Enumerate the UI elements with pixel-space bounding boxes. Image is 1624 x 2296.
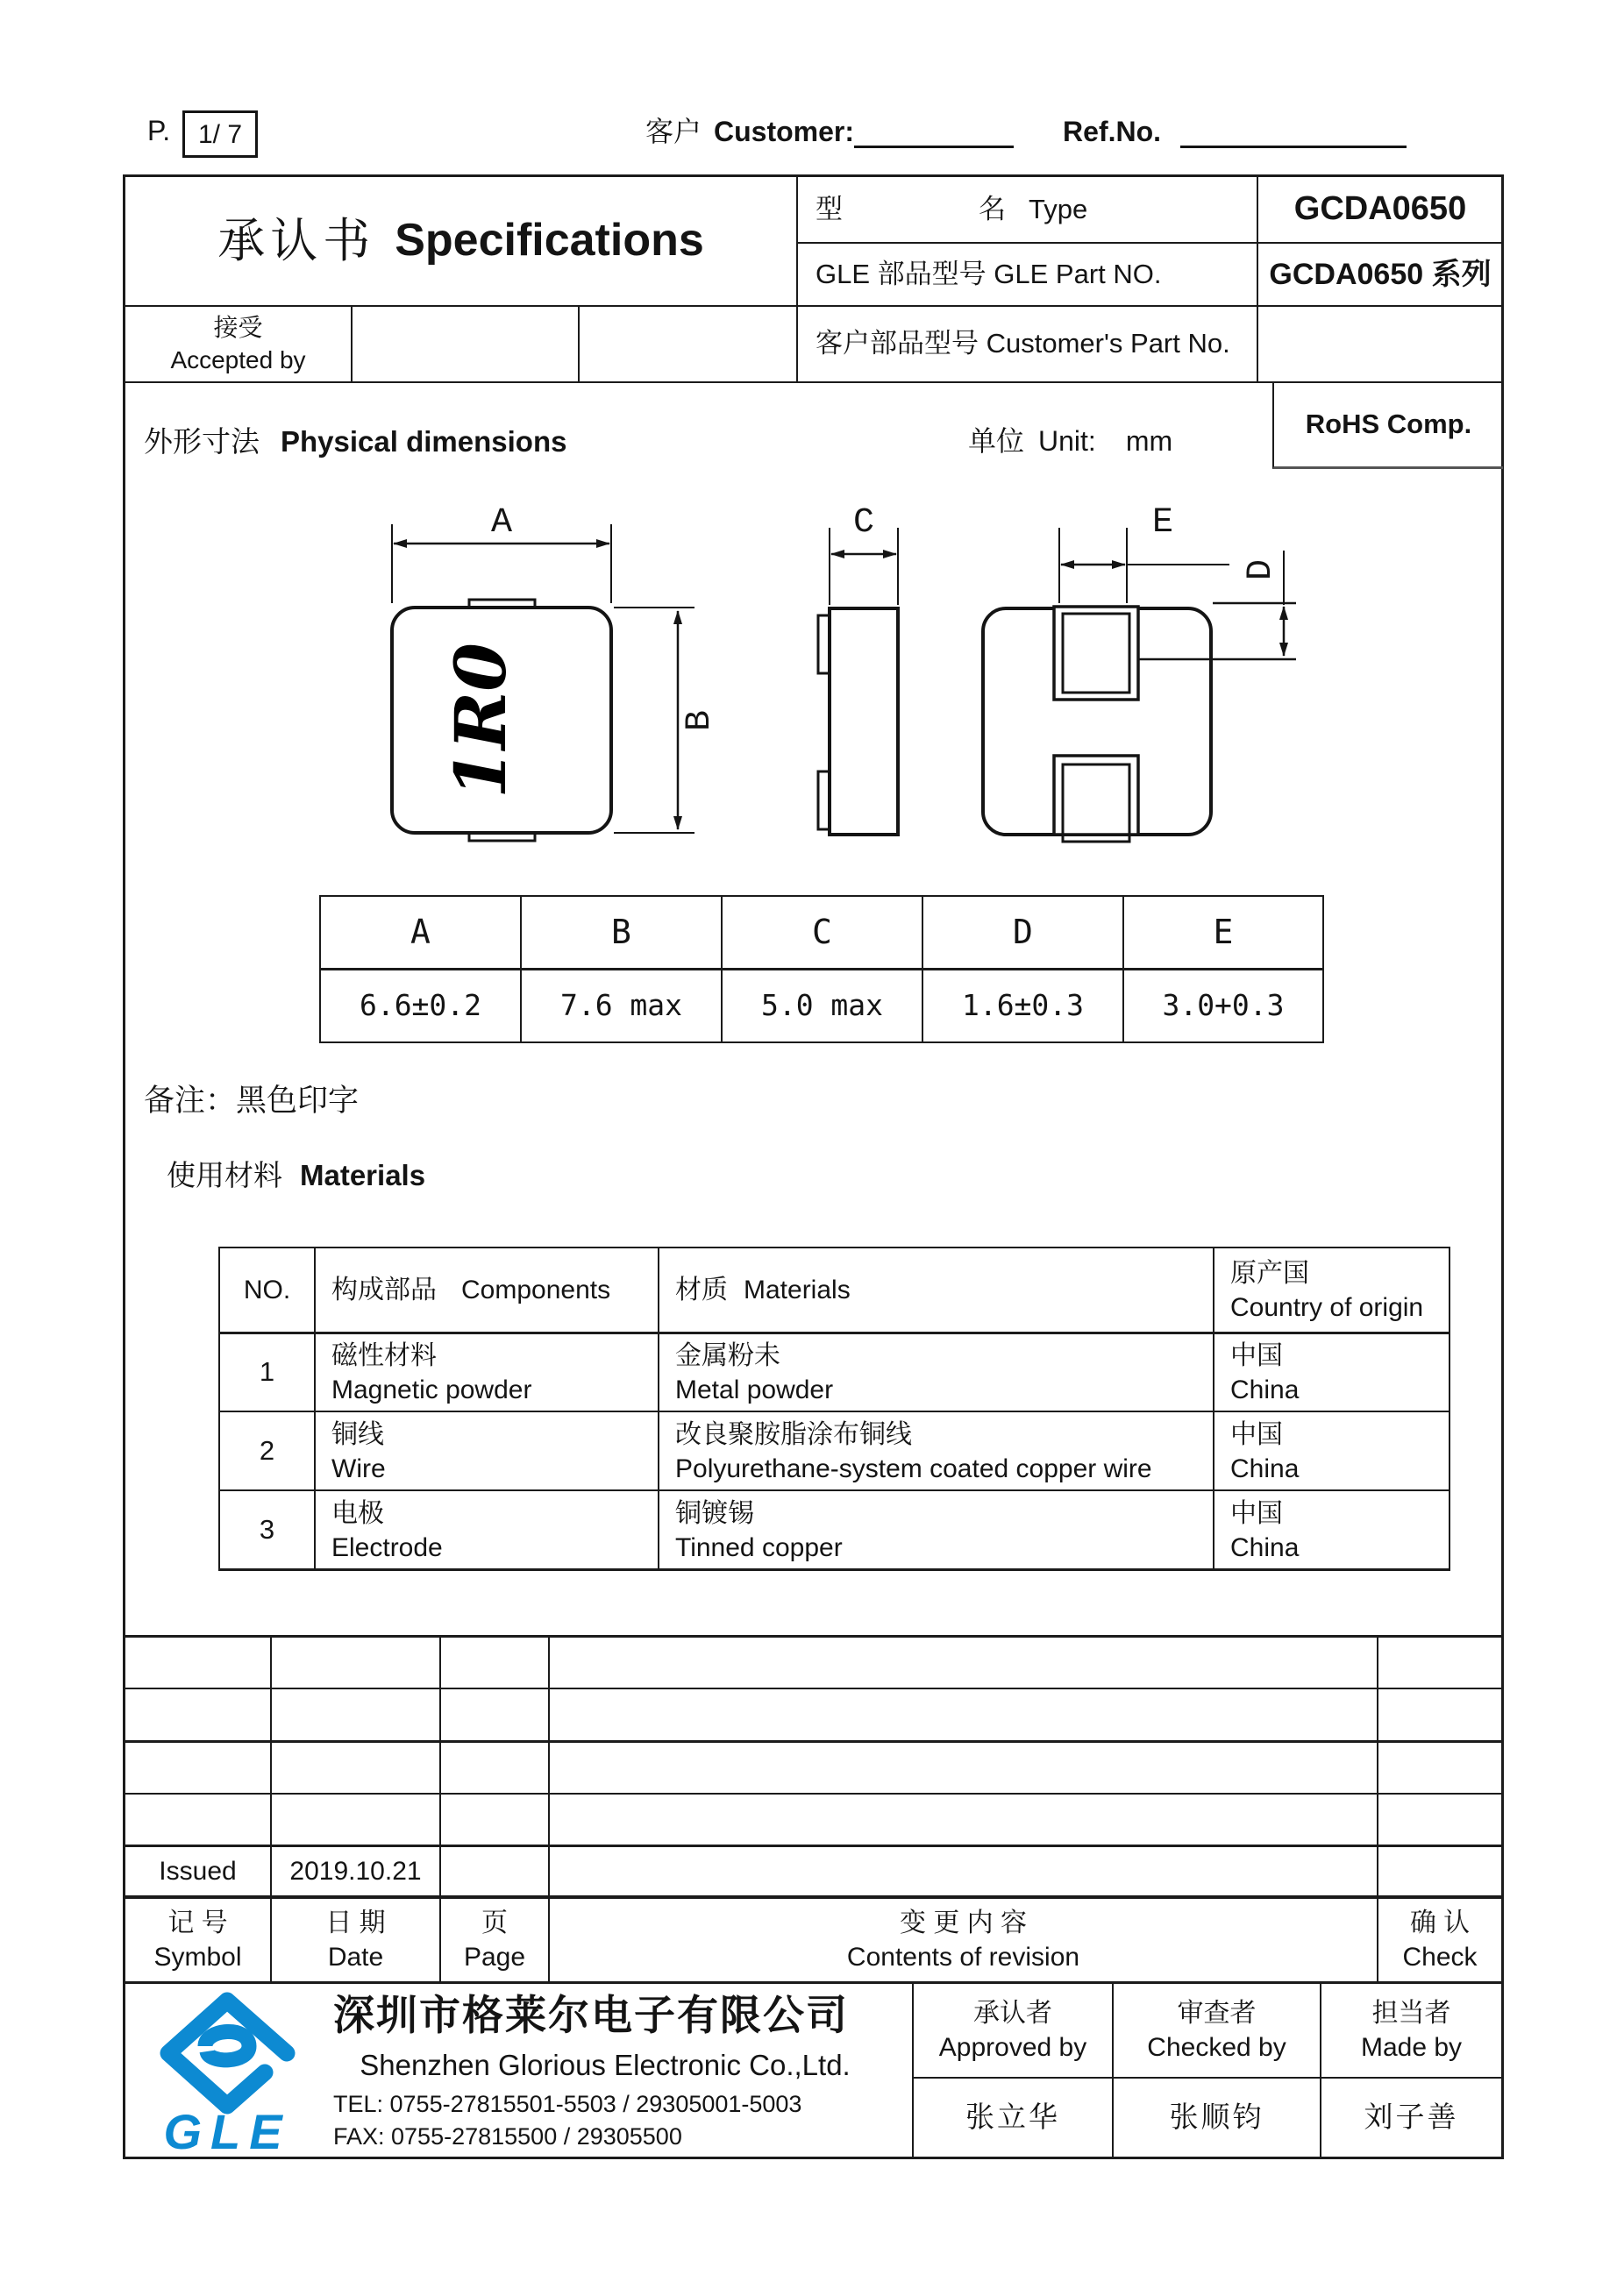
dim-value-C: 5.0 max xyxy=(760,988,884,1023)
materials-row1-material: 金属粉未 Metal powder xyxy=(675,1340,834,1404)
rohs-badge: RoHS Comp. xyxy=(1272,383,1503,469)
ref-no-blank-field xyxy=(1180,117,1407,148)
dim-label-D: D xyxy=(1242,558,1281,581)
checked-by-name: 张顺钧 xyxy=(1169,2101,1264,2134)
dim-value-B: 7.6 max xyxy=(559,988,683,1023)
materials-row1-component: 磁性材料 Magnetic powder xyxy=(331,1340,532,1404)
materials-row2-origin: 中国 China xyxy=(1230,1419,1300,1483)
customer-part-no-value xyxy=(1258,307,1502,381)
materials-row3-material: 铜镀锡 Tinned copper xyxy=(675,1498,843,1562)
ref-no-label: Ref.No. xyxy=(1063,116,1162,148)
issued-date: 2019.10.21 xyxy=(289,1857,422,1886)
dim-table-header-B: B xyxy=(611,912,631,951)
physical-dimensions-heading xyxy=(144,423,566,461)
materials-col-components: 构成部品 Components xyxy=(331,1276,611,1304)
page-number-prefix: P. xyxy=(147,115,171,147)
document-title-en: Specifications xyxy=(395,215,704,267)
company-fax: FAX: 0755-27815500 / 29305500 xyxy=(333,2123,682,2150)
bottom-view-pad-top-outer xyxy=(1054,607,1138,700)
document-title xyxy=(125,177,796,305)
revision-col-date: 日 期 Date xyxy=(325,1909,386,1972)
revision-col-check: 确 认 Check xyxy=(1402,1909,1478,1972)
physical-dimensions-en: Physical dimensions xyxy=(281,424,567,458)
unit-label: Unit: xyxy=(1038,425,1096,458)
gle-part-no-label: GLE 部品型号 GLE Part NO. xyxy=(816,258,1162,289)
company-name-zh: 深圳市格莱尔电子有限公司 xyxy=(333,1992,849,2039)
dim-value-D: 1.6±0.3 xyxy=(961,988,1085,1023)
accepted-by-signature-2 xyxy=(580,307,796,381)
document-title-zh: 承认书 xyxy=(217,214,376,267)
made-by-name: 刘子善 xyxy=(1364,2101,1459,2134)
materials-heading xyxy=(167,1155,425,1196)
unit-zh: 单位 xyxy=(968,425,1025,458)
customer-part-no-label: 客户部品型号 Customer's Part No. xyxy=(816,328,1230,359)
checked-by-header: 审查者 Checked by xyxy=(1147,1998,1286,2062)
gle-logo xyxy=(151,1988,304,2155)
accepted-by-signature-1 xyxy=(353,307,578,381)
materials-heading-zh: 使用材料 xyxy=(167,1158,282,1191)
unit-line xyxy=(968,423,1172,461)
customer-ref-line xyxy=(645,112,1407,153)
materials-row2-component: 铜线 Wire xyxy=(331,1419,386,1483)
part-marking: 1R0 xyxy=(439,643,522,799)
bottom-view-pad-bottom-outer xyxy=(1054,756,1138,835)
dim-label-A: A xyxy=(490,503,513,543)
company-tel: TEL: 0755-27815501-5503 / 29305001-5003 xyxy=(333,2091,802,2118)
revision-col-symbol: 记 号 Symbol xyxy=(153,1909,242,1972)
issued-label: Issued xyxy=(159,1857,237,1886)
dim-table-header-A: A xyxy=(410,912,431,951)
dim-value-A: 6.6±0.2 xyxy=(359,988,482,1023)
accepted-by-cell xyxy=(125,307,351,381)
customer-label-en: Customer: xyxy=(714,116,855,148)
materials-row3-origin: 中国 China xyxy=(1230,1498,1300,1562)
accepted-by-en: Accepted by xyxy=(170,345,306,373)
dim-label-C: C xyxy=(852,503,875,543)
materials-row2-no: 2 xyxy=(259,1435,275,1467)
dim-label-E: E xyxy=(1151,503,1174,543)
page-number-box: 1/ 7 xyxy=(182,110,258,158)
dim-table-header-E: E xyxy=(1213,912,1234,951)
dim-table-header-C: C xyxy=(812,912,832,951)
revision-col-contents: 变 更 内 容 Contents of revision xyxy=(846,1909,1080,1972)
materials-row2-material: 改良聚胺脂涂布铜线 Polyurethane-system coated copper wire xyxy=(675,1419,1152,1483)
dim-label-B: B xyxy=(680,709,720,732)
type-label: 型 名 Type xyxy=(816,193,1088,224)
company-name-en: Shenzhen Glorious Electronic Co.,Ltd. xyxy=(360,2048,851,2081)
materials-col-materials: 材质 Materials xyxy=(675,1276,851,1304)
revision-col-page: 页 Page xyxy=(463,1909,526,1972)
gle-logo-text: GLE xyxy=(163,2104,291,2155)
frame-bottom-line xyxy=(123,2157,1504,2159)
customer-blank-field xyxy=(854,117,1014,148)
materials-col-no: NO. xyxy=(243,1276,291,1304)
materials-row3-no: 3 xyxy=(259,1514,275,1546)
physical-dimensions-zh: 外形寸法 xyxy=(144,424,260,458)
made-by-header: 担当者 Made by xyxy=(1360,1998,1463,2062)
materials-row1-origin: 中国 China xyxy=(1230,1340,1300,1404)
accepted-by-zh: 接受 xyxy=(213,314,263,342)
frame-right-line xyxy=(1501,174,1504,2159)
gle-part-no-value: GCDA0650 系列 xyxy=(1269,257,1492,291)
approved-by-name: 张立华 xyxy=(965,2101,1060,2134)
unit-value: mm xyxy=(1125,425,1173,458)
technical-drawing xyxy=(123,473,1504,885)
side-view-body xyxy=(830,608,898,835)
note-black-marking: 备注：黑色印字 xyxy=(144,1084,360,1119)
materials-row3-component: 电极 Electrode xyxy=(331,1498,443,1562)
dim-value-E: 3.0+0.3 xyxy=(1162,988,1285,1023)
type-value: GCDA0650 xyxy=(1293,190,1467,228)
dim-table-header-D: D xyxy=(1013,912,1033,951)
materials-col-origin: 原产国 Country of origin xyxy=(1230,1258,1424,1322)
materials-row1-no: 1 xyxy=(259,1356,275,1388)
approved-by-header: 承认者 Approved by xyxy=(938,1998,1087,2062)
materials-heading-en: Materials xyxy=(300,1158,426,1191)
customer-label-zh: 客户 xyxy=(645,116,702,148)
